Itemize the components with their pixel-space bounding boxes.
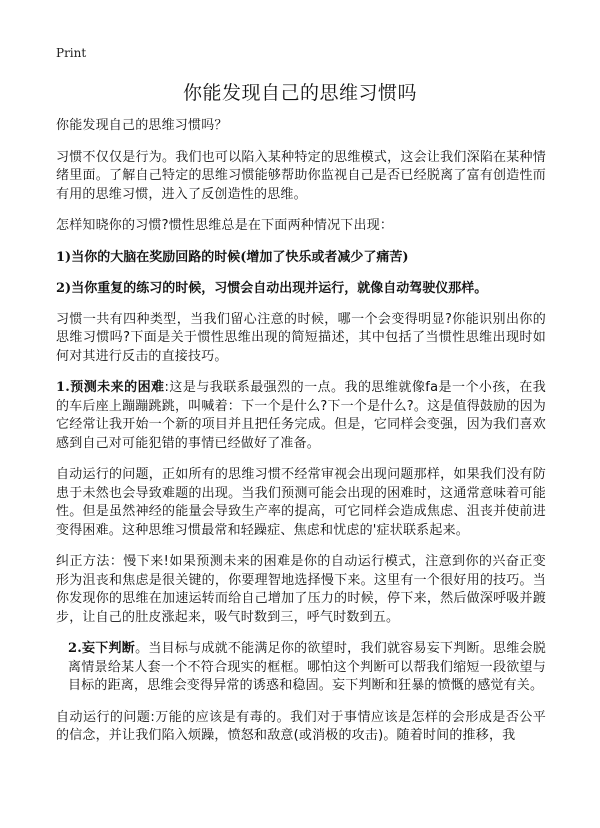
section-1-text: :这是与我联系最强烈的一点。我的思维就像fa是一个小孩，在我的车后座上蹦蹦跳跳，叫喊着：下一个是什么?下一个是什么?。这是值得鼓励的因为它经常让我开始一个新的项目并且把任务完成。但是，它同样会变强，因为我们喜欢感到自己对可能犯错的事情已经做好了准备。: [56, 380, 546, 451]
article-body: [56, 117, 546, 759]
condition-intro: 怎样知晓你的习惯?惯性思维总是在下面两种情况下出现：: [56, 218, 394, 233]
autorun-2-paragraph: 自动运行的问题:万能的应该是有毒的。我们对于事情应该是怎样的会形成是否公平的信念，并让我们陷入烦躁，愤怒和敌意(或消极的攻击)。随着时间的推移，我: [56, 709, 546, 743]
condition-2: 2)当你重复的练习的时候，习惯会自动出现并运行，就像自动驾驶仪那样。: [56, 280, 488, 296]
page-title: 你能发现自己的思维习惯吗: [182, 82, 417, 104]
types-paragraph: 习惯一共有四种类型，当我们留心注意的时候，哪一个会变得明显?你能识别出你的思维习惯吗?下面是关于惯性思维出现的简短描述，其中包括了当惯性思维出现时如何对其进行反击的直接技巧。: [56, 311, 546, 364]
section-1-heading: 1.预测未来的困难: [56, 380, 165, 395]
section-1-paragraph: [56, 379, 546, 453]
section-2-paragraph: [56, 640, 546, 696]
section-2-text: 。当目标与成就不能满足你的欲望时，我们就容易妄下判断。思维会脱离情景给某人套一个不符合现实的框框。哪怕这个判断可以帮我们缩短一段欲望与目标的距离，思维会变得异常的诱惑和稳固。妄下判断和狂暴的愤慨的感觉有关。: [68, 641, 546, 693]
lead-paragraph: 你能发现自己的思维习惯吗？: [56, 118, 228, 133]
section-2-heading: 2.妄下判断: [68, 641, 136, 656]
print-link[interactable]: Print: [56, 46, 87, 60]
intro-paragraph: 习惯不仅仅是行为。我们也可以陷入某种特定的思维模式，这会让我们深陷在某种情绪里面。了解自己特定的思维习惯能够帮助你监视自己是否已经脱离了富有创造性而有用的思维习惯，进入了反创造性的思维。: [56, 149, 546, 202]
condition-1: 1)当你的大脑在奖励回路的时候(增加了快乐或者减少了痛苦): [56, 249, 409, 265]
autorun-paragraph: 自动运行的问题，正如所有的思维习惯不经常审视会出现问题那样，如果我们没有防患于未然也会导致难题的出现。当我们预测可能会出现的困难时，这通常意味着可能性。但是虽然神经的能量会导致生产率的提高，可它同样会造成焦虑、沮丧并使前进变得困难。这种思维习惯最常和轻躁症、焦虑和忧虑的'症状联系起来。: [56, 467, 546, 538]
fix-paragraph: 纠正方法：慢下来!如果预测未来的困难是你的自动运行模式，注意到你的兴奋正变形为沮丧和焦虑是很关键的，你要理智地选择慢下来。这里有一个很好用的技巧。当你发现你的思维在加速运转而给自己增加了压力的时候，停下来，然后做深呼吸并踱步，让自己的肚皮涨起来，吸气时数到三，呼气时数到五。: [56, 554, 546, 625]
